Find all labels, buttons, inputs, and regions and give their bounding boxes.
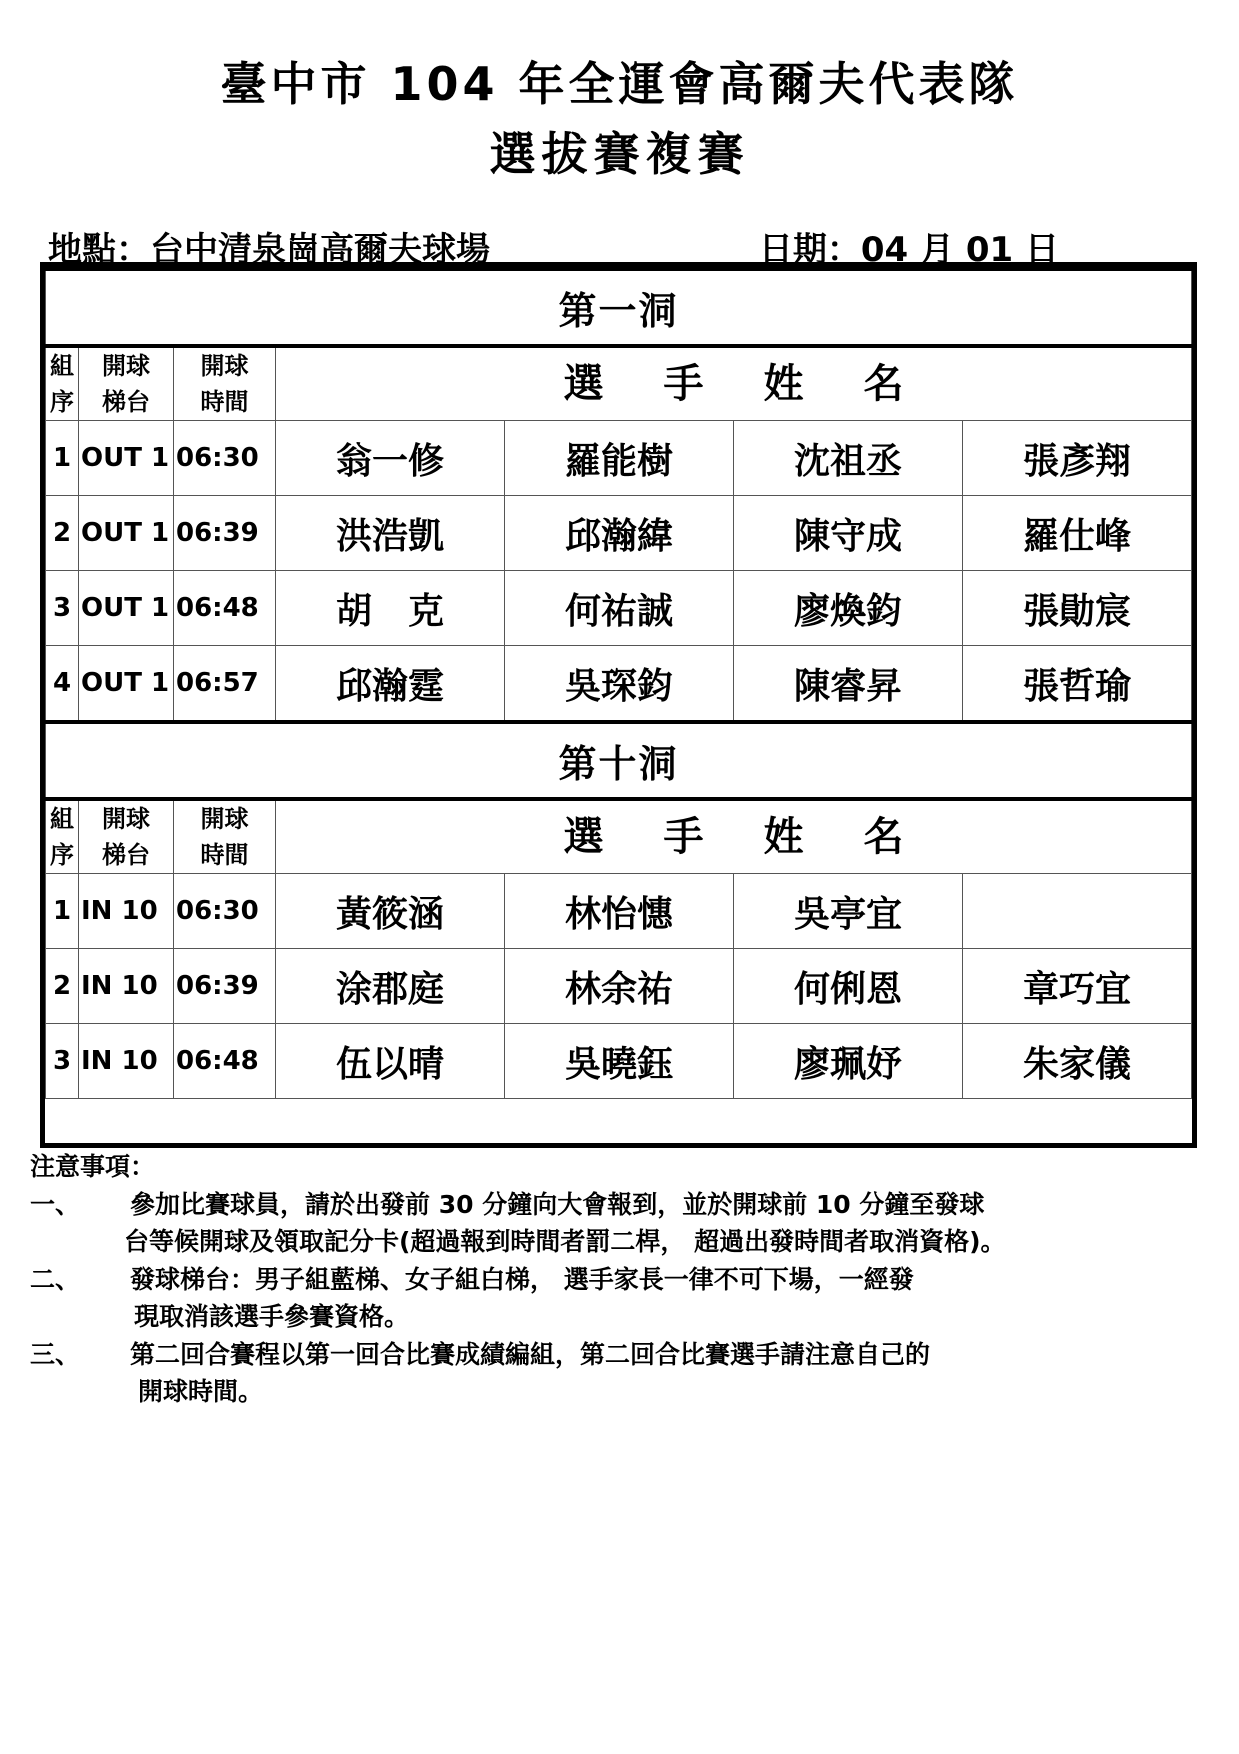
- player-name: 張哲瑜: [963, 646, 1192, 723]
- player-name: 邱瀚緯: [505, 496, 734, 571]
- player-names-header-char: 名: [863, 814, 904, 860]
- note-1-line-1: 參加比賽球員，請於出發前 30 分鐘向大會報到，並於開球前 10 分鐘至發球: [130, 1190, 985, 1219]
- table-row: [46, 646, 1192, 723]
- date-label: 日期：04 月 01 日: [758, 230, 1059, 270]
- player-name: 胡 克: [276, 571, 505, 646]
- note-3-line-1: 第二回合賽程以第一回合比賽成績編組，第二回合比賽選手請注意自己的: [130, 1340, 931, 1369]
- group-number: 2: [46, 949, 79, 1024]
- table-row: [46, 421, 1192, 496]
- tee-time: 06:30: [174, 421, 276, 496]
- page-subtitle: 選拔賽複賽: [489, 127, 750, 181]
- tee-time-header: [174, 346, 276, 421]
- tee-box: IN 10: [79, 874, 174, 949]
- player-name: 陳睿昇: [734, 646, 963, 723]
- player-name: 林怡憓: [505, 874, 734, 949]
- page-title: 臺中市 104 年全運會高爾夫代表隊: [220, 57, 1019, 111]
- tee-box: IN 10: [79, 949, 174, 1024]
- note-1-label: 一、: [30, 1190, 81, 1219]
- tee-header-top: 開球: [102, 805, 150, 833]
- notes-heading: 注意事項：: [30, 1152, 156, 1181]
- player-name: [963, 874, 1192, 949]
- group-number: 2: [46, 496, 79, 571]
- note-2-label: 二、: [30, 1265, 81, 1294]
- player-name: 翁一修: [276, 421, 505, 496]
- group-number: 1: [46, 874, 79, 949]
- group-number: 1: [46, 421, 79, 496]
- player-name: 伍以晴: [276, 1024, 505, 1099]
- note-3-line-2: 開球時間。: [138, 1377, 264, 1406]
- note-1-line-2: 台等候開球及領取記分卡(超過報到時間者罰二桿， 超過出發時間者取消資格)。: [124, 1227, 1006, 1256]
- hole-title-row: [46, 722, 1192, 799]
- note-3-label: 三、: [30, 1340, 81, 1369]
- group-number: 3: [46, 1024, 79, 1099]
- tee-time: 06:48: [174, 571, 276, 646]
- player-name: 羅能樹: [505, 421, 734, 496]
- tee-time: 06:39: [174, 496, 276, 571]
- player-names-header-char: 手: [663, 361, 704, 407]
- player-name: 張彥翔: [963, 421, 1192, 496]
- group-order-header: [46, 346, 79, 421]
- column-header-row: [46, 799, 1192, 874]
- hole-title: 第十洞: [46, 722, 1192, 799]
- group-order-header-bottom: 序: [50, 841, 74, 869]
- player-name: 廖煥鈞: [734, 571, 963, 646]
- player-name: 涂郡庭: [276, 949, 505, 1024]
- tee-box: IN 10: [79, 1024, 174, 1099]
- player-name: 沈祖丞: [734, 421, 963, 496]
- player-name: 朱家儀: [963, 1024, 1192, 1099]
- player-name: 林余祐: [505, 949, 734, 1024]
- tee-time-table: [45, 267, 1192, 1099]
- player-name: 邱瀚霆: [276, 646, 505, 723]
- player-name: 羅仕峰: [963, 496, 1192, 571]
- table-row: [46, 571, 1192, 646]
- tee-box: OUT 1: [79, 496, 174, 571]
- group-number: 3: [46, 571, 79, 646]
- tee-box: OUT 1: [79, 421, 174, 496]
- tee-box: OUT 1: [79, 571, 174, 646]
- player-names-header-char: 選: [563, 361, 604, 407]
- tee-time-header-top: 開球: [200, 352, 249, 380]
- tee-header-top: 開球: [102, 352, 150, 380]
- tee-time-header-bottom: 時間: [200, 841, 249, 869]
- tee-time-header-bottom: 時間: [200, 388, 249, 416]
- player-names-header: [276, 346, 1192, 421]
- player-name: 章巧宜: [963, 949, 1192, 1024]
- tee-header-bottom: 梯台: [102, 841, 150, 869]
- tee-header-bottom: 梯台: [102, 388, 150, 416]
- table-row: [46, 874, 1192, 949]
- table-row: [46, 949, 1192, 1024]
- tee-time: 06:30: [174, 874, 276, 949]
- tee-time-sheet: [40, 262, 1197, 1148]
- player-names-header-char: 姓: [763, 814, 804, 860]
- player-names-header-char: 名: [863, 361, 904, 407]
- note-2-line-2: 現取消該選手參賽資格。: [134, 1302, 410, 1331]
- tee-time-header: [174, 799, 276, 874]
- player-name: 洪浩凱: [276, 496, 505, 571]
- note-2-line-1: 發球梯台：男子組藍梯、女子組白梯， 選手家長一律不可下場，一經發: [130, 1265, 914, 1294]
- player-name: 黃筱涵: [276, 874, 505, 949]
- player-name: 吳曉鈺: [505, 1024, 734, 1099]
- player-name: 何俐恩: [734, 949, 963, 1024]
- player-name: 張勛宸: [963, 571, 1192, 646]
- tee-time: 06:57: [174, 646, 276, 723]
- player-names-header-char: 姓: [763, 361, 804, 407]
- table-row: [46, 1024, 1192, 1099]
- tee-time: 06:48: [174, 1024, 276, 1099]
- group-order-header-top: 組: [50, 805, 74, 833]
- player-name: 陳守成: [734, 496, 963, 571]
- player-name: 何祐誠: [505, 571, 734, 646]
- player-name: 吳琛鈞: [505, 646, 734, 723]
- tee-header: [79, 799, 174, 874]
- hole-title: 第一洞: [46, 269, 1192, 346]
- player-name: 吳亭宜: [734, 874, 963, 949]
- player-names-header-char: 選: [563, 814, 604, 860]
- player-names-header-char: 手: [663, 814, 704, 860]
- player-names-header: [276, 799, 1192, 874]
- column-header-row: [46, 346, 1192, 421]
- table-row: [46, 496, 1192, 571]
- hole-title-row: [46, 269, 1192, 346]
- group-number: 4: [46, 646, 79, 723]
- group-order-header: [46, 799, 79, 874]
- tee-time: 06:39: [174, 949, 276, 1024]
- venue-label: 地點：台中清泉崗高爾夫球場: [48, 230, 490, 270]
- tee-header: [79, 346, 174, 421]
- tee-box: OUT 1: [79, 646, 174, 723]
- player-name: 廖珮妤: [734, 1024, 963, 1099]
- group-order-header-top: 組: [50, 352, 74, 380]
- group-order-header-bottom: 序: [50, 388, 74, 416]
- tee-time-header-top: 開球: [200, 805, 249, 833]
